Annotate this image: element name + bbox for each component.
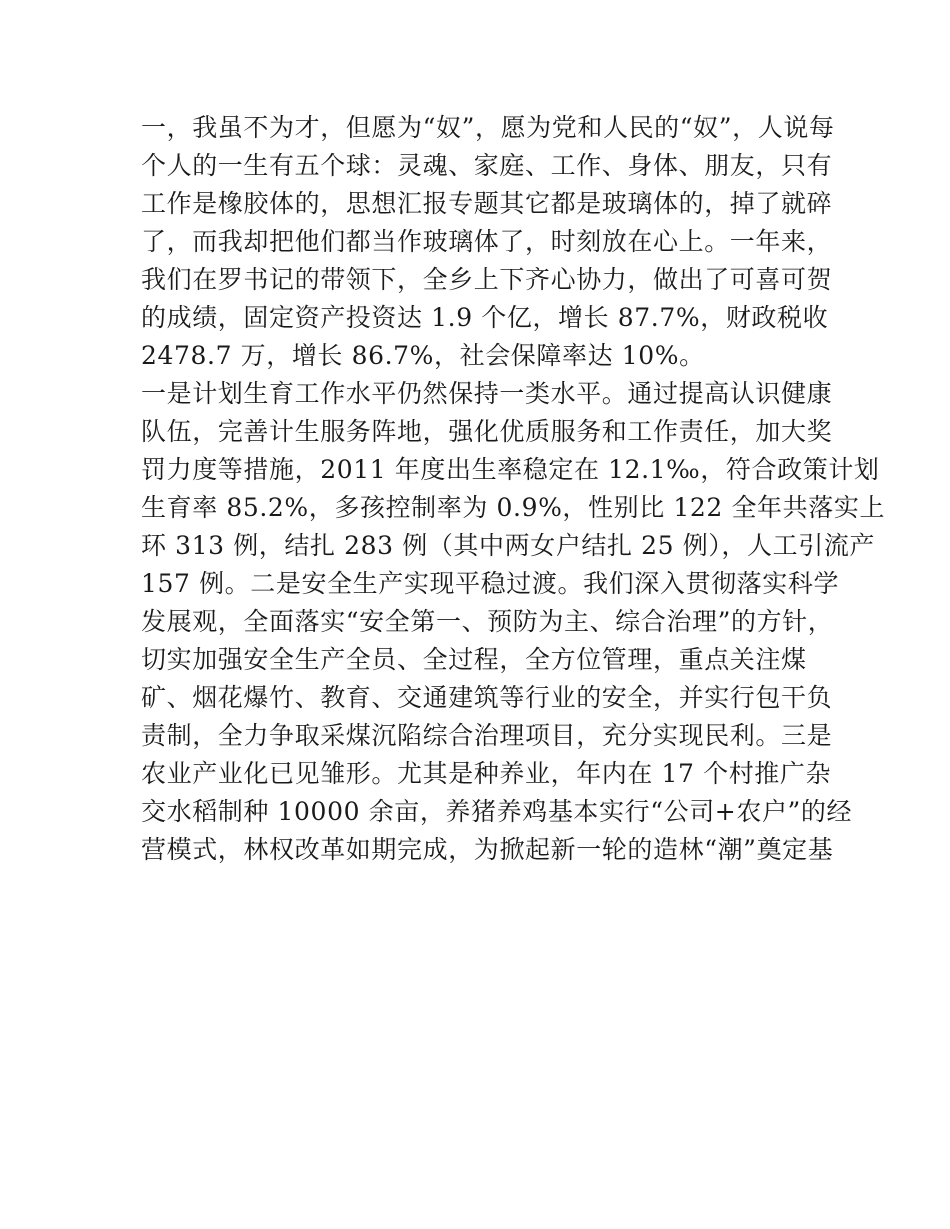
text-line: 工作是橡胶体的，思想汇报专题其它都是玻璃体的，掉了就碎 [141,189,833,218]
text-line: 一，我虽不为才，但愿为“奴”，愿为党和人民的“奴”，人说每 [141,113,835,142]
text-line: 一是计划生育工作水平仍然保持一类水平。通过提高认识健康 [141,379,833,408]
text-line: 个人的一生有五个球：灵魂、家庭、工作、身体、朋友，只有 [141,151,833,180]
text-line: 我们在罗书记的带领下，全乡上下齐心协力，做出了可喜可贺 [141,265,833,294]
text-line: 营模式，林权改革如期完成，为掀起新一轮的造林“潮”奠定基 [141,835,834,864]
text-line: 罚力度等措施，2011 年度出生率稳定在 12.1‰，符合政策计划 [141,455,880,484]
text-line: 2478.7 万，增长 86.7%，社会保障率达 10%。 [141,341,705,370]
text-line: 队伍，完善计生服务阵地，强化优质服务和工作责任，加大奖 [141,417,833,446]
text-line: 的成绩，固定资产投资达 1.9 个亿，增长 87.7%，财政税收 [141,303,829,332]
text-line: 责制，全力争取采煤沉陷综合治理项目，充分实现民利。三是 [141,721,833,750]
text-line: 矿、烟花爆竹、教育、交通建筑等行业的安全，并实行包干负 [141,683,833,712]
text-line: 生育率 85.2%，多孩控制率为 0.9%，性别比 122 全年共落实上 [141,493,886,522]
text-line: 交水稻制种 10000 余亩，养猪养鸡基本实行“公司+农户”的经 [141,797,853,826]
text-line: 157 例。二是安全生产实现平稳过渡。我们深入贯彻落实科学 [141,569,840,598]
text-line: 切实加强安全生产全员、全过程，全方位管理，重点关注煤 [141,645,807,674]
body-text [141,109,886,869]
text-line: 发展观，全面落实“安全第一、预防为主、综合治理”的方针， [141,607,834,636]
text-line: 了，而我却把他们都当作玻璃体了，时刻放在心上。一年来， [141,227,833,256]
text-line: 农业产业化已见雏形。尤其是种养业，年内在 17 个村推广杂 [141,759,832,788]
text-line: 环 313 例，结扎 283 例（其中两女户结扎 25 例），人工引流产 [141,531,876,560]
